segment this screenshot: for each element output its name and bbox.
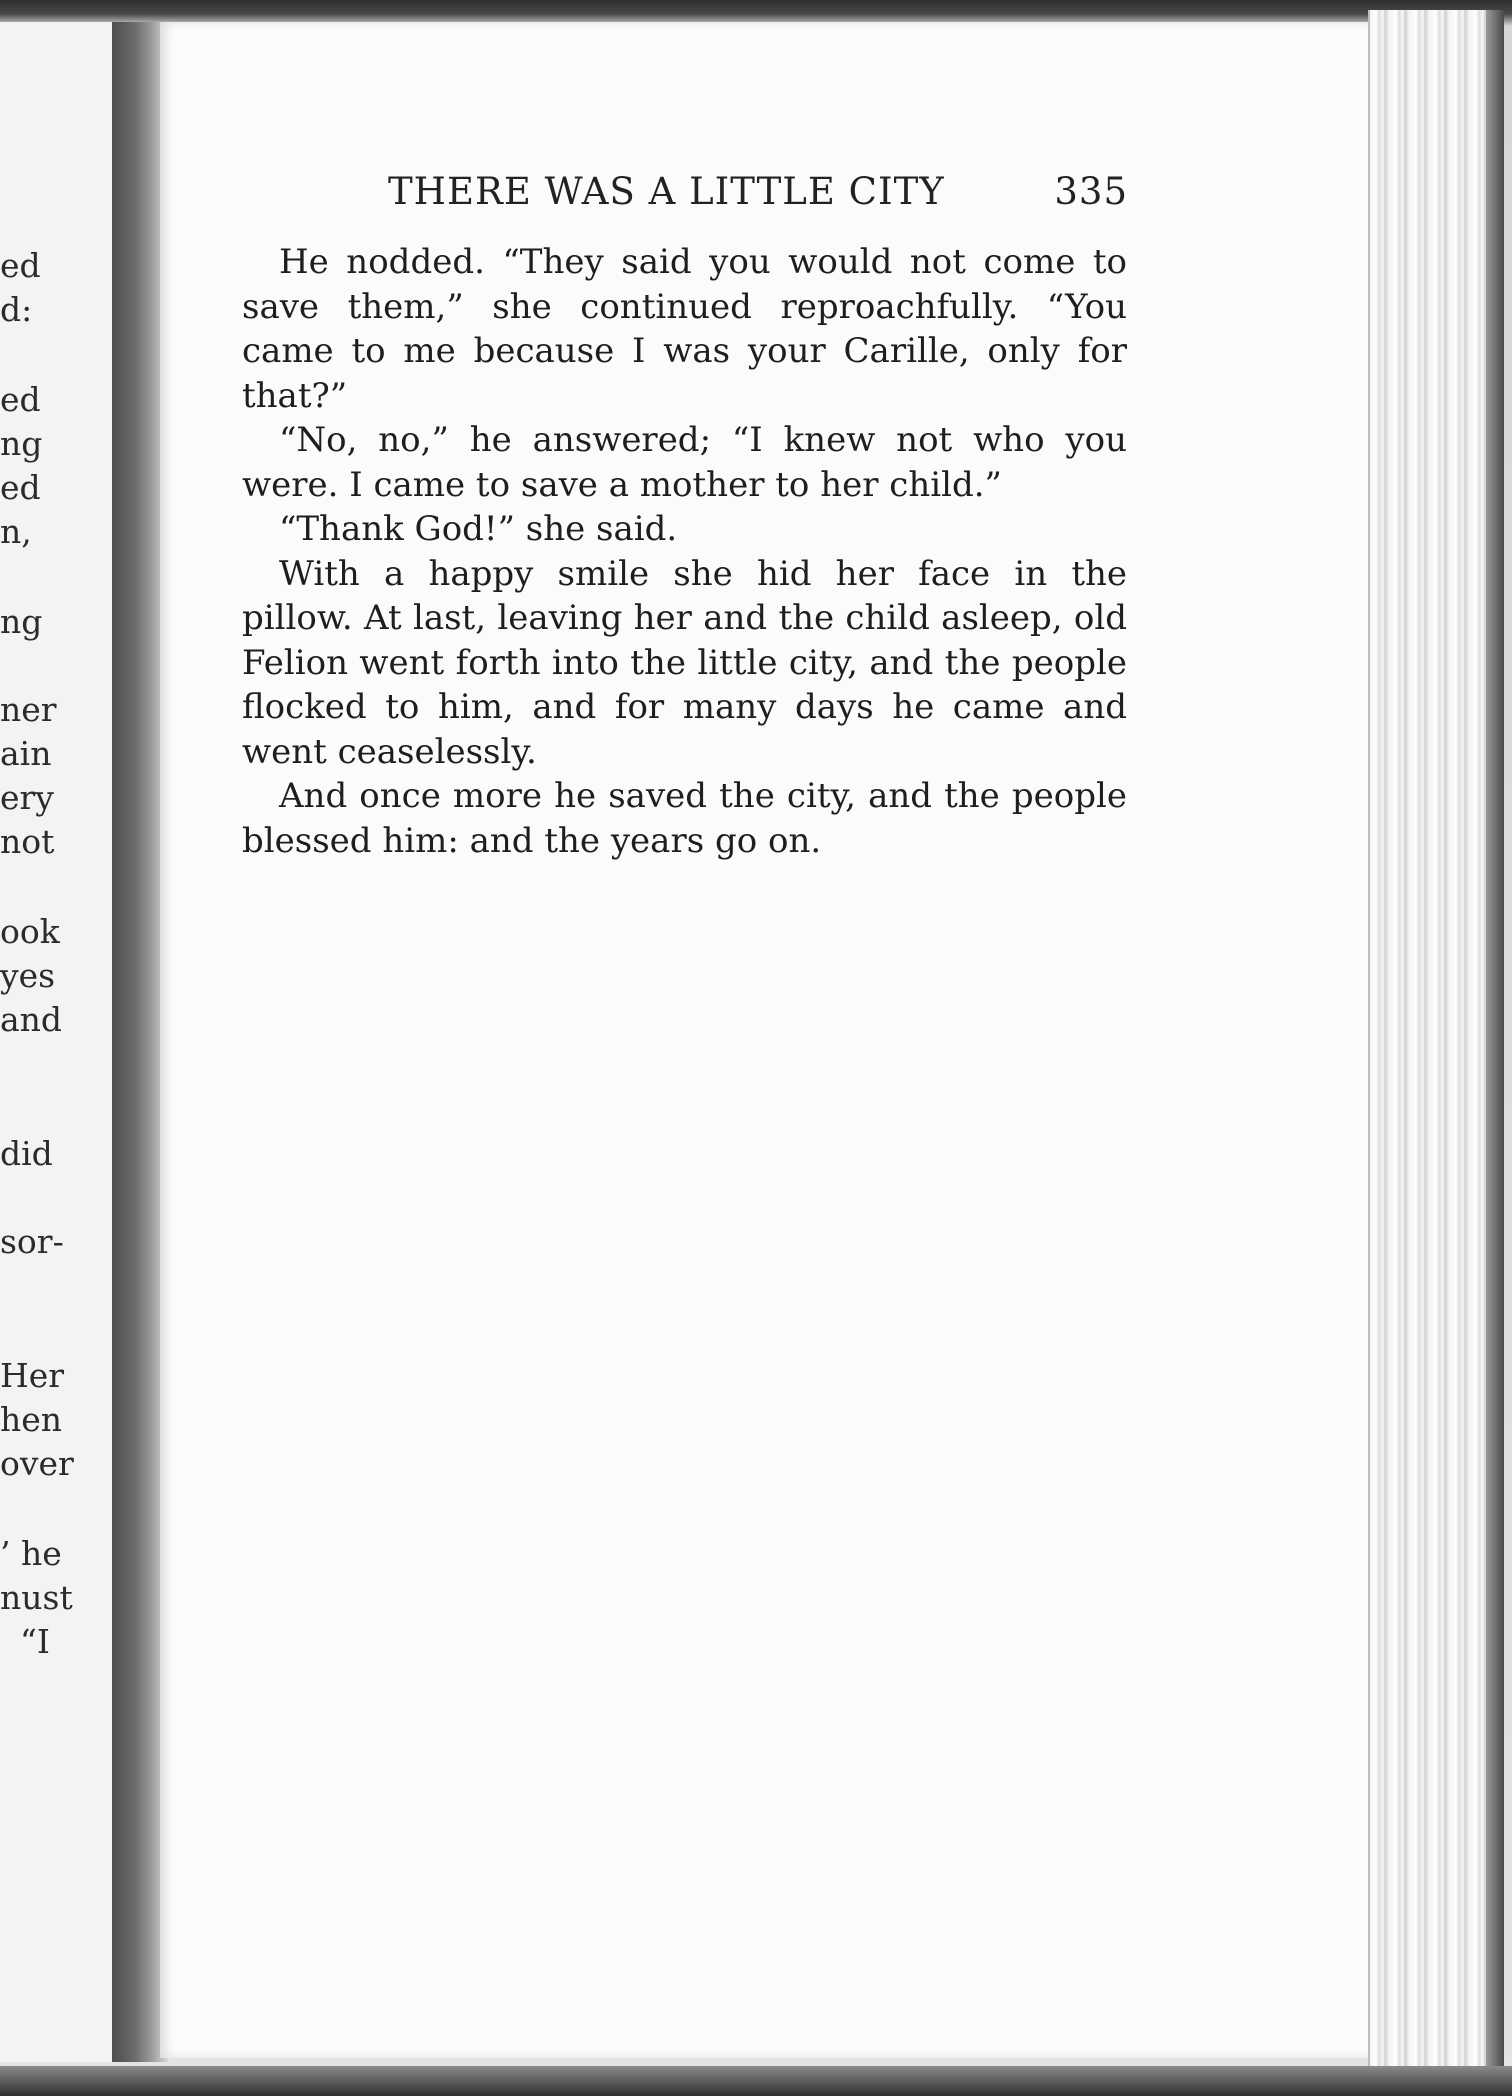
- paragraph: “No, no,” he answered; “I knew not who you were. I came to save a mother to her child.”: [242, 420, 1127, 505]
- facing-page-fragment: ’ he: [0, 1534, 62, 1573]
- facing-page-fragment: ng: [0, 602, 43, 641]
- facing-page-fragment: over: [0, 1444, 74, 1483]
- facing-page-fragment: d:: [0, 290, 33, 329]
- facing-page-fragment: Her: [0, 1356, 65, 1395]
- facing-page-fragment: n,: [0, 512, 32, 551]
- facing-page-fragment: did: [0, 1134, 53, 1173]
- body-text: [242, 240, 1127, 863]
- facing-page-fragment: nust: [0, 1578, 73, 1617]
- facing-page-fragment: “I: [20, 1622, 50, 1661]
- paragraph: With a happy smile she hid her face in the pillow. At last, leaving her and the child asleep, old Felion went forth into the little city, and the people flocked to him, and for many days he came and went ceaselessly.: [242, 553, 1127, 772]
- facing-page-fragment: not: [0, 822, 55, 861]
- paragraph: He nodded. “They said you would not come to save them,” she continued reproachfully. “You came to me because I was your Carille, only for that?”: [242, 242, 1127, 416]
- facing-page-fragment: hen: [0, 1400, 63, 1439]
- facing-page-fragment: ery: [0, 778, 54, 817]
- facing-page-fragment: ed: [0, 380, 41, 419]
- facing-page-fragment: ain: [0, 734, 52, 773]
- facing-page-left: [0, 22, 120, 2062]
- facing-page-fragment: sor-: [0, 1222, 64, 1261]
- facing-page-fragment: yes: [0, 956, 56, 995]
- facing-page-fragment: and: [0, 1000, 63, 1039]
- facing-page-fragment: ed: [0, 246, 41, 285]
- page-edges: [1368, 10, 1504, 2070]
- page-number: 335: [1054, 170, 1128, 213]
- scan-bottom-edge: [0, 2066, 1512, 2096]
- paragraph: “Thank God!” she said.: [279, 509, 678, 549]
- facing-page-fragment: ng: [0, 424, 43, 463]
- running-head-title: THERE WAS A LITTLE CITY: [388, 170, 945, 213]
- facing-page-fragment: ed: [0, 468, 41, 507]
- facing-page-fragment: ook: [0, 912, 60, 951]
- paragraph: And once more he saved the city, and the people blessed him: and the years go on.: [242, 776, 1127, 861]
- facing-page-fragment: ner: [0, 690, 57, 729]
